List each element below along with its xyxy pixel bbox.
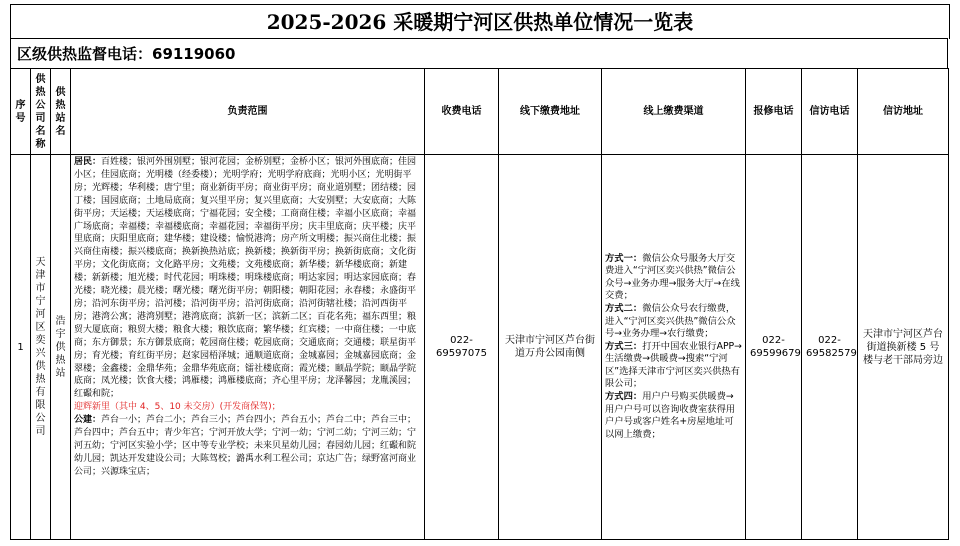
online-method: 方式三：打开中国农业银行APP→生活缴费→供暖费→搜索“宁河区”选择天津市宁河区奕兴供热有限公司； [605, 340, 742, 390]
cell-petition-phone: 022-69582579 [802, 155, 858, 540]
public-label: 公建： [74, 415, 102, 426]
header-online-channels: 线上缴费渠道 [602, 69, 746, 155]
online-method: 方式二：微信公众号农行缴费，进入“宁河区奕兴供热”微信公众号→业务办理→农行缴费； [605, 302, 736, 340]
header-repair-phone: 报修电话 [746, 69, 802, 155]
cell-offline-address: 天津市宁河区芦台街道万舟公园南侧 [499, 155, 602, 540]
table-header-row [11, 69, 949, 155]
supervision-hotline: 区级供热监督电话：69119060 [10, 38, 948, 68]
cell-station: 浩宇供热站 [51, 155, 71, 540]
public-buildings-list: 芦台一小；芦台二小；芦台三小；芦台四小；芦台五小；芦台二中；芦台三中；芦台四中；芦台五中；青少年宫；宁河开放大学；宁河一幼；宁河二幼；宁河三幼；宁河五幼；宁河区实验小学；区中等专业学校；未来贝星幼儿园；春园幼儿园；红礟和院幼儿园；凯达开发建设公司；大陈驾校；潞禹水利工程公司；京达广告；绿野富河商业公司；兴源珠宝店； [74, 415, 417, 477]
header-petition-address: 信访地址 [858, 69, 949, 155]
page-title: 2025-2026 采暖期宁河区供热单位情况一览表 [266, 10, 694, 34]
cell-company: 天津市宁河区奕兴供热有限公司 [31, 155, 51, 540]
development-note: 迎辉新里（其中 4、5、10 未交房）(开发商保驾)； [74, 402, 281, 413]
cell-repair-phone: 022-69599679 [746, 155, 802, 540]
residents-label: 居民： [74, 157, 102, 167]
title-bar [10, 4, 950, 39]
heating-units-table [10, 68, 949, 540]
cell-petition-address: 天津市宁河区芦台街道换新楼 5 号楼与老干部局旁边 [858, 155, 949, 540]
cell-seq: 1 [11, 155, 31, 540]
cell-fee-phone: 022-69597075 [425, 155, 499, 540]
header-station: 供热站名 [51, 69, 71, 155]
cell-online-channels [602, 155, 746, 540]
residents-list: 百姓楼；银河外围别墅；银河花园；金桥别墅；金桥小区；银河外围底商；佳园小区；佳园底商；光明楼（经委楼）；光明学府；光明学府底商；光明小区；光明街平房；光辉楼；华利楼；唐宁里；商业新街平房；商业街平房；商业道别墅；团结楼；园丁楼；国园底商；土地局底商；复兴里平房；复兴里底商；大安别墅；大安底商；大陈街平房；天运楼；天运楼底商；宁福花园；安全楼；工商商住楼；幸福小区底商；幸福广场底商；幸福楼；幸福楼底商；幸福花园；幸福街平房；庆丰里底商；庆平楼；庆平里底商；庆阳里底商；建华楼；建设楼；愉悦港湾；房产所文明楼；振兴商住北楼；振兴商住南楼；振兴楼底商；换新换热站底；换新楼；换新街平房；换新街底商；文化街平房；文化街底商；文化路平房；文苑楼；文苑楼底商；新华楼；新华楼底商；新建楼；新新楼；旭光楼；时代花园；明珠楼；明珠楼底商；明达家园；明达家园底商；春光楼；晓光楼；晨光楼；曙光楼；曙光街平房；朝阳楼；朝阳花园；永春楼；永盛街平房；沿河东街平房；沿河楼；沿河街平房；沿河街底商；沿河街辖社楼；沿河西街平房；港湾公寓；港湾别墅；港湾底商；滨新一区；滨新二区；百花名苑；福东西里；粮贸大厦底商；粮贸大楼；粮食大楼；粮饮底商；繁华楼；红宾楼；一中商住楼；一中底商；东方御景；东方御景底商；乾园商住楼；乾园底商；交通底商；交通楼；联星街平房；育光楼；育红街平房；赵家园梧泽城；通顺道底商；金城嘉园；金城嘉园底商；金翠楼；金鑫楼；金鼎华苑；金鼎华苑底商；镭社楼底商；霞光楼；颐晶学院；颐晶学院底商；凤光楼；饮食大楼；鸿雁楼；鸿雁楼底商；齐心里平房；龙泽馨园；龙胤溪园；红礟和院； [74, 157, 417, 400]
header-fee-phone: 收费电话 [425, 69, 499, 155]
online-method: 方式一：微信公众号服务大厅交费进入“宁河区奕兴供热”微信公众号→业务办理→服务大厅→在线交费； [605, 252, 740, 302]
online-method: 方式四：用户户号购买供暖费→用户户号可以咨询收费室获得用户户号或客户姓名+房屋地址可以网上缴费； [605, 391, 736, 440]
table-row [11, 155, 949, 540]
header-scope: 负责范围 [71, 69, 425, 155]
header-seq: 序号 [11, 69, 31, 155]
header-petition-phone: 信访电话 [802, 69, 858, 155]
cell-scope [71, 155, 425, 540]
header-company: 供热公司名称 [31, 69, 51, 155]
header-offline-address: 线下缴费地址 [499, 69, 602, 155]
